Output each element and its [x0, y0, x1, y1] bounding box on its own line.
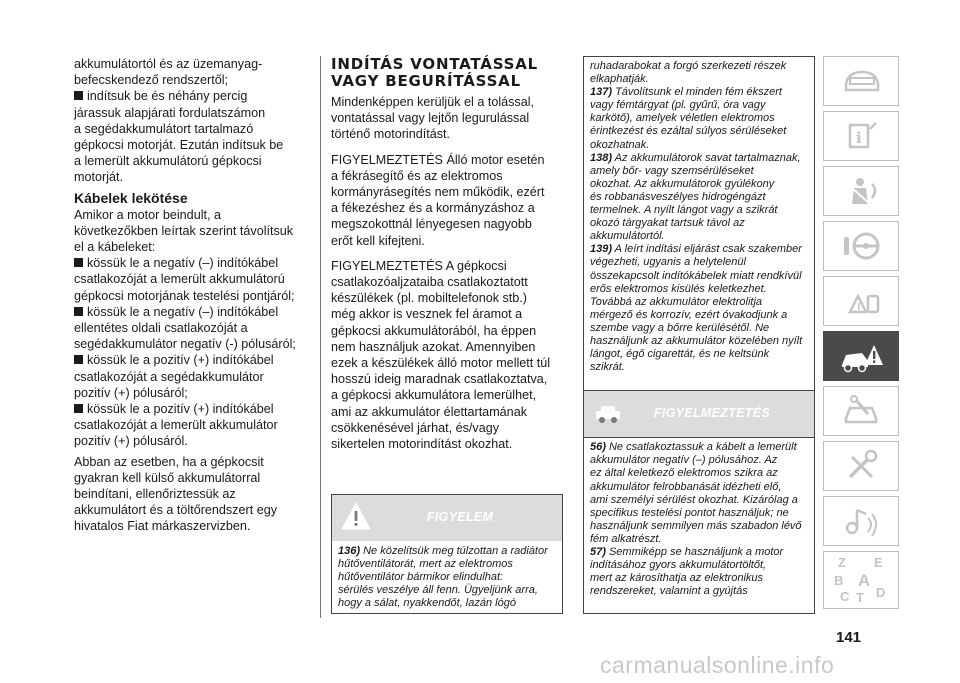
- c2-p2-line-6: erőt kell kifejteni.: [331, 233, 425, 248]
- bullet-1-line-2: járassuk alapjárati fordulatszámon: [74, 105, 266, 120]
- c2-p3-line-2: csatlakozóaljzataiba csatlakoztatott: [331, 275, 528, 290]
- p3-line-2: gyakran kell külső akkumulátorral: [74, 470, 261, 485]
- bullet-1-line-3: a segédakkumulátort tartalmazó: [74, 121, 254, 136]
- w56-line-3: ez által keletkező elektromos szikra az: [590, 467, 778, 480]
- w56-line-4: akkumulátor felrobbanását idézheti elő,: [590, 480, 782, 493]
- c2-p3-line-7: ezek a készülékek álló motor mellett túl: [331, 356, 551, 371]
- c2-p3-line-3: készülékek (pl. mobiltelefonok stb.): [331, 291, 527, 306]
- w57-line-2: indításához gyors akkumulátortöltőt,: [590, 559, 767, 572]
- c2-p3-line-1: FIGYELMEZTETÉS A gépkocsi: [331, 258, 507, 273]
- wrench-car-icon: [842, 394, 882, 428]
- chapter-sidebar: [823, 56, 899, 614]
- warning-136-line-4: sérülés veszélye áll fenn. Ügyeljünk arra,: [338, 584, 538, 597]
- w137-line-5: okozhatnak.: [590, 138, 650, 151]
- c2-p2-line-3: kormányrásegítés nem működik, ezért: [331, 185, 545, 200]
- c2-p3-line-6: nem használjuk azokat. Amennyiben: [331, 339, 536, 354]
- tools-icon: [842, 449, 882, 483]
- info-book-icon: [842, 119, 882, 153]
- sidebar-tab-emergency[interactable]: [823, 331, 899, 381]
- sidebar-tab-warning-lights[interactable]: [823, 276, 899, 326]
- audio-media-icon: [842, 504, 882, 538]
- seatbelt-airbag-icon: [842, 174, 882, 208]
- w139-line-5: Továbbá az akkumulátor elektrolitja: [590, 295, 763, 308]
- w138-line-2: amely bőr- vagy szemsérüléseket: [590, 164, 754, 177]
- w138-line-3: okozhat. Az akkumulátorok gyúlékony: [590, 177, 775, 190]
- bullet-3-line-2: ellentétes oldali csatlakozóját a: [74, 321, 248, 336]
- w137-line-2: vagy fémtárgyat (pl. gyűrű, óra vagy: [590, 99, 766, 112]
- index-letter: E: [874, 555, 883, 570]
- sidebar-tab-multimedia[interactable]: [823, 496, 899, 546]
- c2-p3-line-9: a gépkocsi akkumulátora lemerülhet,: [331, 388, 537, 403]
- c2-p2-line-2: a fékrásegítő és az elektromos: [331, 168, 503, 183]
- w56-line-2: akkumulátor negatív (–) pólusához. Az: [590, 454, 778, 467]
- section-heading-line-1: INDÍTÁS VONTATÁSSAL: [331, 55, 539, 73]
- c2-p3-line-4: még akkor is vesznek fel áramot a: [331, 307, 523, 322]
- bullet-square-icon: [74, 258, 83, 267]
- w138-line-1: 138) Az akkumulátorok savat tartalmaznak,: [590, 151, 801, 164]
- bullet-square-icon: [74, 91, 83, 100]
- c2-p3-line-5: gépkocsi akkumulátorából, ha éppen: [331, 323, 537, 338]
- sidebar-tab-driving[interactable]: [823, 221, 899, 271]
- index-letter: Z: [838, 555, 846, 570]
- bullet-2-line-3: gépkocsi motorjának testelési pontjáról;: [74, 288, 295, 303]
- w137-line-3: karkötő), amelyek véletlen elektromos: [590, 112, 775, 125]
- bullet-3-line-1: kössük le a negatív (–) indítókábel: [74, 304, 306, 320]
- w139-line-10: szikrát.: [590, 361, 625, 374]
- bullet-1-line-4: gépkocsi motorját. Ezután indítsuk be: [74, 138, 284, 153]
- w139-line-8: használjunk az akkumulátor közelében nyílt: [590, 334, 803, 347]
- w139-line-1: 139) A leírt indítási eljárást csak szakember: [590, 243, 802, 256]
- sidebar-tab-safety[interactable]: [823, 166, 899, 216]
- w139-line-2: végezheti, ugyanis a helytelenül: [590, 256, 746, 269]
- section-heading-line-2: VAGY BEGURÍTÁSSAL: [331, 72, 521, 90]
- column-3-top: [584, 57, 814, 374]
- index-letter: B: [834, 573, 844, 588]
- sidebar-tab-index[interactable]: [823, 551, 899, 609]
- intro-line-1: akkumulátortól és az üzemanyag-: [74, 57, 263, 71]
- w138-line-5: termelnek. A nyílt lángot vagy a szikrát: [590, 204, 778, 217]
- sidebar-tab-technical[interactable]: [823, 441, 899, 491]
- car-accident-icon: [840, 339, 884, 375]
- w56-line-5: ami személyi sérülést okozhat. Kizárólag a: [590, 493, 798, 506]
- w56-line-8: fém alkatrészt.: [590, 532, 662, 545]
- bullet-5-line-3: pozitív (+) pólusáról.: [74, 434, 188, 449]
- bullet-1-line-6: motorját.: [74, 170, 123, 185]
- cont-line-2: elkaphatják.: [590, 73, 649, 86]
- warning-box-figyelem: [331, 494, 563, 614]
- warning-136-line-1: 136) Ne közelítsük meg túlzottan a radiátor: [338, 545, 548, 557]
- p2-line-2: következőkben leírtak szerint távolítsuk: [74, 223, 294, 238]
- warning-box-body: [332, 541, 562, 614]
- page-number: 141: [836, 629, 862, 646]
- w56-line-1: 56) Ne csatlakoztassuk a kábelt a lemerült: [590, 441, 797, 454]
- p3-line-4: akkumulátort és a töltőrendszert egy: [74, 503, 278, 518]
- bullet-square-icon: [74, 307, 83, 316]
- column-1: [74, 56, 306, 535]
- section-heading-cables: Kábelek lekötése: [74, 189, 188, 206]
- p2-line-1: Amikor a motor beindult, a: [74, 207, 221, 222]
- w57-line-1: 57) Semmiképp se használjunk a motor: [590, 546, 784, 558]
- svg-text:!: !: [856, 302, 862, 313]
- intro-line-2: befecskendező rendszertől;: [74, 73, 229, 88]
- w138-line-7: akkumulátortól.: [590, 230, 665, 243]
- warning-box-2-body: [584, 438, 814, 598]
- index-letter: A: [858, 571, 871, 590]
- w139-line-3: összekapcsolt indítókábelek miatt rendkívül: [590, 269, 802, 282]
- p3-line-5: hivatalos Fiat márkaszervizben.: [74, 519, 251, 534]
- car-dashboard-icon: [842, 64, 882, 98]
- c2-p3-line-12: sikertelen motorindítást okozhat.: [331, 437, 513, 452]
- warning-136-line-2: hűtőventilátorát, mert az elektromos: [338, 558, 513, 571]
- c2-p3-line-10: ami az akkumulátor élettartamának: [331, 404, 527, 419]
- w138-line-6: okozó tárgyakat tartsuk távol az: [590, 217, 745, 230]
- p3-line-1: Abban az esetben, ha a gépkocsit: [74, 454, 264, 469]
- bullet-5-line-1: kössük le a pozitív (+) indítókábel: [74, 401, 306, 417]
- index-letter: D: [876, 585, 886, 600]
- c2-p1-line-2: vontatással vagy lejtőn legurulással: [331, 111, 530, 126]
- bullet-1-line-5: a lemerült akkumulátorú gépkocsi: [74, 154, 262, 169]
- warning-box-2-label: FIGYELMEZTETÉS: [653, 406, 770, 421]
- c2-p3-line-8: hosszú ideig maradnak csatlakoztatva,: [331, 372, 548, 387]
- c2-p1-line-1: Mindenképpen kerüljük el a tolással,: [331, 95, 535, 109]
- warning-136-line-3: hűtőventilátor bármikor elindulhat:: [338, 571, 504, 584]
- p2-line-3: el a kábeleket:: [74, 240, 156, 255]
- bullet-4-line-3: pozitív (+) pólusáról;: [74, 385, 188, 400]
- steering-wheel-icon: [842, 229, 882, 263]
- bullet-4-line-1: kössük le a pozitív (+) indítókábel: [74, 352, 306, 368]
- w56-line-6: specifikus testelési pontot használjuk; ne: [590, 506, 789, 519]
- c2-p2-line-1: FIGYELMEZTETÉS Álló motor esetén: [331, 152, 545, 167]
- alphabet-index-icon: [834, 555, 890, 607]
- c2-p1-line-3: történő motorindítást.: [331, 127, 451, 142]
- column-2: [331, 56, 563, 452]
- bullet-4-line-2: csatlakozóját a segédakkumulátor: [74, 369, 264, 384]
- sidebar-tab-info[interactable]: [823, 111, 899, 161]
- w137-line-4: érintkezést és ezáltal súlyos sérüléseket: [590, 125, 787, 138]
- sidebar-tab-dashboard[interactable]: [823, 56, 899, 106]
- bullet-square-icon: [74, 355, 83, 364]
- c2-p2-line-4: a fékezéshez és a kormányzáshoz a: [331, 201, 535, 216]
- watermark: carmanualsonline.info: [600, 652, 835, 678]
- bullet-2-line-1: kössük le a negatív (–) indítókábel: [74, 255, 306, 271]
- warning-box-label: FIGYELEM: [426, 510, 494, 524]
- warning-136-line-5: hogy a sálat, nyakkendőt, lazán lógó: [338, 597, 516, 610]
- p3-line-3: beindítani, ellenőriztessük az: [74, 487, 236, 502]
- bullet-2-line-2: csatlakozóját a lemerült akkumulátorú: [74, 272, 285, 287]
- index-letter: T: [856, 590, 864, 605]
- bullet-3-line-3: segédakkumulátor negatív (-) pólusáról;: [74, 337, 296, 352]
- sidebar-tab-maintenance[interactable]: [823, 386, 899, 436]
- w56-line-7: használjunk semmilyen más szabadon lévő: [590, 519, 802, 532]
- bullet-5-line-2: csatlakozóját a lemerült akkumulátor: [74, 418, 278, 433]
- c2-p2-line-5: megszokottnál lényegesen nagyobb: [331, 217, 532, 232]
- c2-p3-line-11: csökkenésével járhat, és/vagy: [331, 420, 500, 435]
- warning-light-icon: [842, 284, 882, 318]
- warning-box-header: [332, 495, 562, 541]
- index-letter: C: [840, 589, 850, 604]
- bullet-square-icon: [74, 404, 83, 413]
- column-divider: [320, 56, 321, 618]
- w139-line-9: lángot, égő cigarettát, és ne keltsünk: [590, 348, 770, 361]
- w137-line-1: 137) Távolítsunk el minden fém ékszert: [590, 86, 782, 99]
- bullet-1-line-1: indítsuk be és néhány percig: [74, 88, 306, 104]
- svg-text:i: i: [856, 129, 862, 147]
- w139-line-7: szembe vagy a bőrre kerülésétől. Ne: [590, 321, 770, 334]
- w57-line-3: mert az károsíthatja az elektronikus: [590, 572, 764, 585]
- cont-line-1: ruhadarabokat a forgó szerkezeti részek: [590, 60, 787, 72]
- warning-box-2-header: [584, 390, 814, 438]
- w138-line-4: és robbanásveszélyes hidrogéngázt: [590, 190, 766, 203]
- w139-line-4: erős elektromos kisülés keletkezhet.: [590, 282, 767, 295]
- w139-line-6: mérgező és korrozív, ezért óvakodjunk a: [590, 308, 788, 321]
- column-3-box: [583, 56, 815, 614]
- w57-line-4: rendszereket, valamint a gyújtás: [590, 585, 748, 598]
